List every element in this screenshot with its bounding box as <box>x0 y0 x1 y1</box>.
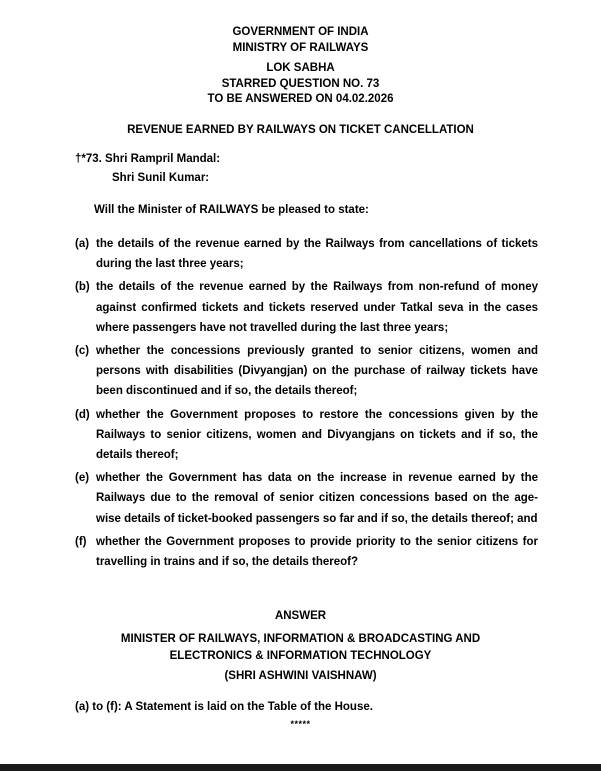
question-item-d <box>75 405 538 466</box>
item-text: whether the Government has data on the increase in revenue earned by the Railways due to the removal of senior citizen concessions based on the age-wise details of ticket-booked passengers so far and if so, the details thereof; and <box>96 472 538 525</box>
item-text: the details of the revenue earned by the Railways from cancellations of tickets during the last three years; <box>96 238 538 271</box>
question-item-a <box>75 234 538 274</box>
minister-name: (SHRI ASHWINI VAISHNAW) <box>224 670 377 682</box>
question-number-member: †*73. Shri Rampril Mandal: <box>75 153 221 165</box>
minister-title-line2: ELECTRONICS & INFORMATION TECHNOLOGY <box>169 649 432 662</box>
item-letter: (e) <box>75 472 90 485</box>
item-letter: (c) <box>75 345 90 358</box>
item-letter: (f) <box>75 535 87 548</box>
item-letter: (d) <box>75 408 90 421</box>
question-list <box>75 234 538 575</box>
answer-text: (a) to (f): A Statement is laid on the Table of the House. <box>75 701 373 713</box>
item-letter: (b) <box>75 281 90 294</box>
government-line: GOVERNMENT OF INDIA <box>232 26 369 38</box>
minister-title <box>0 631 601 664</box>
minister-title-line1: MINISTER OF RAILWAYS, INFORMATION & BROADCASTING AND <box>120 633 481 645</box>
second-member: Shri Sunil Kumar: <box>112 172 210 184</box>
bottom-edge-bar <box>0 764 601 771</box>
question-item-f <box>75 532 538 572</box>
item-text: whether the concessions previously granted to senior citizens, women and persons with disabilities (Divyangjan) on the purchase of railway tickets have been discontinued and if so, the details thereof; <box>96 345 538 398</box>
house-line: LOK SABHA <box>266 62 335 75</box>
question-intro: Will the Minister of RAILWAYS be pleased to state: <box>94 204 369 216</box>
question-item-b <box>75 277 538 338</box>
question-type-line: STARRED QUESTION NO. 73 <box>221 77 380 90</box>
question-item-e <box>75 468 538 529</box>
item-letter: (a) <box>75 238 90 250</box>
answer-heading: ANSWER <box>274 610 327 622</box>
item-text: whether the Government proposes to provide priority to the senior citizens for travelling in trains and if so, the details thereof? <box>96 535 538 569</box>
ministry-line: MINISTRY OF RAILWAYS <box>232 41 369 54</box>
item-text: the details of the revenue earned by the Railways from non-refund of money against confirmed tickets and tickets reserved under Tatkal seva in the cases where passengers have not travelled during the last three years; <box>96 281 538 334</box>
question-item-c <box>75 341 538 402</box>
end-marker: ***** <box>290 719 311 729</box>
document-header <box>0 25 601 108</box>
item-text: whether the Government proposes to restore the concessions given by the Railways to senior citizens, women and Divyangjans on tickets and if so, the details thereof; <box>96 408 538 462</box>
answer-date-line: TO BE ANSWERED ON 04.02.2026 <box>207 93 394 106</box>
subject-title: REVENUE EARNED BY RAILWAYS ON TICKET CANCELLATION <box>127 124 474 136</box>
